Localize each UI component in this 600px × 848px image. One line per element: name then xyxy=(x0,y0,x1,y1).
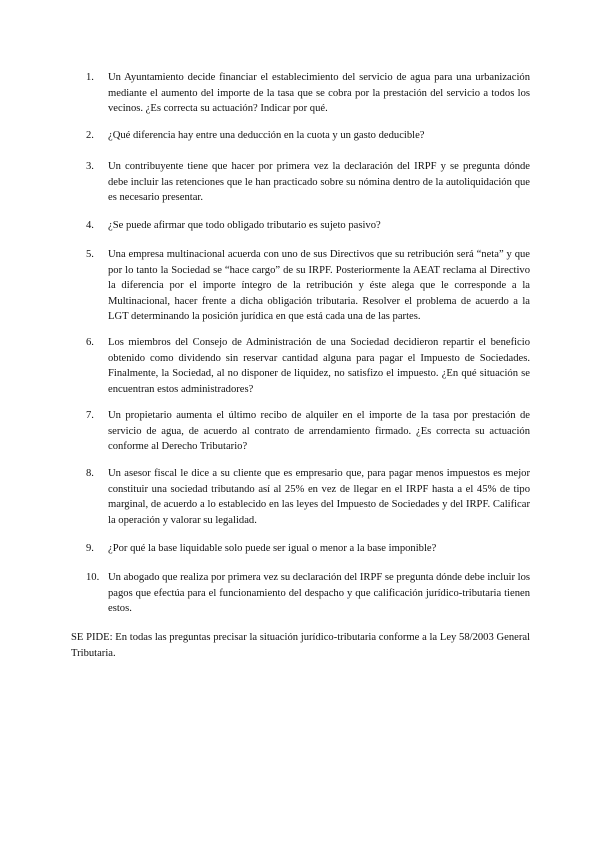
question-number: 3. xyxy=(86,161,94,172)
question-item xyxy=(86,408,530,455)
question-text: Un propietario aumenta el último recibo de alquiler en el importe de la tasa por prestación de servicio de agua, de acuerdo al contrato de arrendamiento firmado. ¿Es correcta su actuación conforme al Derecho Tributario? xyxy=(108,410,530,453)
question-number: 8. xyxy=(86,468,94,479)
question-text: ¿Qué diferencia hay entre una deducción en la cuota y un gasto deducible? xyxy=(108,130,425,141)
question-item xyxy=(86,247,530,325)
question-number: 9. xyxy=(86,543,94,554)
question-item xyxy=(86,70,530,117)
question-item xyxy=(86,218,530,234)
question-number: 4. xyxy=(86,220,94,231)
question-number: 6. xyxy=(86,337,94,348)
question-text: Los miembros del Consejo de Administración de una Sociedad decidieron repartir el beneficio obtenido como dividendo sin reservar cantidad alguna para pagar el Impuesto de Sociedades. Finalmente, la Sociedad, al no disponer de liquidez, no satisfizo el impuesto. ¿En qué situación se encuentran estos administradores? xyxy=(108,337,530,395)
question-text: Un asesor fiscal le dice a su cliente que es empresario que, para pagar menos impuestos es mejor constituir una sociedad tributando así al 25% en vez de llegar en el IRPF hasta a el 45% de tipo marginal, de acuerdo a lo establecido en las leyes del Impuesto de Sociedades y del IRPF. Calificar la operación y valorar su legalidad. xyxy=(108,468,530,526)
question-item xyxy=(86,541,530,557)
question-text: Un Ayuntamiento decide financiar el establecimiento del servicio de agua para una urbanización mediante el aumento del importe de la tasa que se cobra por la prestación del servicio a todos los vecinos. ¿Es correcta su actuación? Indicar por qué. xyxy=(108,72,530,115)
question-text: ¿Se puede afirmar que todo obligado tributario es sujeto pasivo? xyxy=(108,220,381,231)
question-number: 10. xyxy=(86,572,100,583)
question-number: 1. xyxy=(86,72,94,83)
question-item xyxy=(86,335,530,397)
question-text: Una empresa multinacional acuerda con uno de sus Directivos que su retribución será “neta” y que por lo tanto la Sociedad se “hace cargo” de su IRPF. Posteriormente la AEAT reclama al Directivo la diferencia por el importe íntegro de la retribución y éste alega que le corresponde a la Multinacional, hacer frente a dicha obligación tributaria. Resolver el problema de acuerdo a la LGT determinando la posición jurídica en que está cada una de las partes. xyxy=(108,249,530,323)
question-number: 2. xyxy=(86,130,94,141)
question-text: Un abogado que realiza por primera vez su declaración del IRPF se pregunta dónde debe incluir los pagos que efectúa para el funcionamiento del despacho y que calificación jurídico-tributaria tienen estos. xyxy=(108,572,530,615)
question-number: 5. xyxy=(86,249,94,260)
question-text: ¿Por qué la base liquidable solo puede ser igual o menor a la base imponible? xyxy=(108,543,437,554)
question-item xyxy=(86,128,530,144)
question-item xyxy=(86,159,530,206)
question-item xyxy=(86,466,530,528)
question-number: 7. xyxy=(86,410,94,421)
se-pide-note: SE PIDE: En todas las preguntas precisar la situación jurídico-tributaria conforme a la Ley 58/2003 General Tributaria. xyxy=(71,632,530,659)
question-text: Un contribuyente tiene que hacer por primera vez la declaración del IRPF y se pregunta dónde debe incluir las retenciones que le han practicado sobre su nómina dentro de la autoliquidación que es necesario presentar. xyxy=(108,161,530,204)
question-item xyxy=(86,570,530,617)
